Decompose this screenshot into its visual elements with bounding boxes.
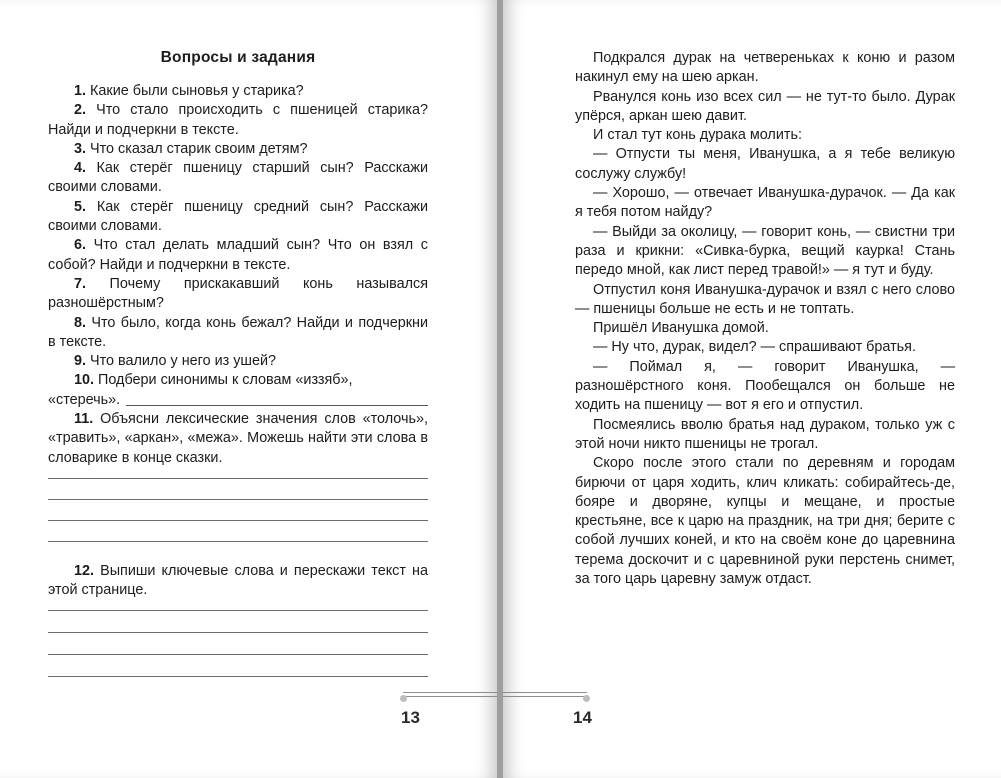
question-text: Почему прискакавший конь назывался разношёрстным? <box>48 275 428 312</box>
question-1 <box>48 82 428 101</box>
ornament-line <box>503 692 587 693</box>
question-number: 8. <box>74 314 87 331</box>
question-text: Выпиши ключевые слова и перескажи текст на этой странице. <box>48 562 428 599</box>
question-text: Как стерёг пшеницу средний сын? Расскажи своими словами. <box>48 198 428 235</box>
question-text: Что сказал старик своим детям? <box>86 140 308 157</box>
question-12 <box>48 562 428 601</box>
question-number: 4. <box>74 160 87 177</box>
question-number: 1. <box>74 83 87 99</box>
paragraph: — Хорошо, — отвечает Иванушка-дурачок. — Да как я тебя потом найду? <box>575 185 955 221</box>
question-number: 12. <box>74 562 95 579</box>
question-number: 11. <box>74 411 94 428</box>
questions-column <box>48 49 428 698</box>
section-heading: Вопросы и задания <box>160 49 316 66</box>
ornament-line <box>403 692 497 693</box>
question-text: Объясни лексические значения слов «толочь», «травить», «аркан», «межа». Можешь найти эти слова в словарике в конце сказки. <box>48 411 428 466</box>
question-text: Что стало происходить с пшеницей старика? Найди и подчеркни в тексте. <box>48 102 428 138</box>
paragraph: И стал тут конь дурака молить: <box>593 127 802 144</box>
question-5 <box>48 198 428 237</box>
left-page <box>0 0 497 778</box>
paragraph: Рванулся конь изо всех сил — не тут-то было. Дурак упёрся, аркан шею давит. <box>575 88 955 124</box>
paragraph: — Ну что, дурак, видел? — спрашивают братья. <box>593 339 916 356</box>
question-10 <box>48 371 428 390</box>
paragraph: — Поймал я, — говорит Иванушка, — разношёрстного коня. Пообещался он больше не ходить на пшеницу — вот я его и отпустил. <box>575 358 955 414</box>
question-number: 7. <box>74 275 87 292</box>
answer-line[interactable] <box>48 610 428 611</box>
answer-line[interactable] <box>48 499 428 500</box>
page-number: 13 <box>401 708 420 727</box>
question-text-continued: «стеречь». <box>48 391 121 408</box>
question-6 <box>48 236 428 275</box>
paragraph: Пришёл Иванушка домой. <box>593 320 769 337</box>
paragraph: — Отпусти ты меня, Иванушка, а я тебе великую сослужу службу! <box>575 146 955 182</box>
answer-line[interactable] <box>126 404 428 406</box>
answer-line[interactable] <box>48 520 428 521</box>
answer-line[interactable] <box>48 541 428 542</box>
page-ornament <box>503 689 587 709</box>
page-number: 14 <box>573 708 592 727</box>
paragraph: — Выйди за околицу, — говорит конь, — свистни три раза и крикни: «Сивка-бурка, вещий каурка! Стань передо мной, как лист перед травой!» — я тут и буду. <box>575 223 955 279</box>
question-text: Что валило у него из ушей? <box>86 353 277 370</box>
answer-line[interactable] <box>48 676 428 677</box>
paragraph: Отпустил коня Иванушка-дурачок и взял с него слово — пшеницы больше не есть и не топтать. <box>575 281 955 317</box>
question-number: 6. <box>74 237 87 254</box>
question-number: 2. <box>74 102 87 119</box>
question-number: 5. <box>74 198 87 215</box>
question-7 <box>48 275 428 314</box>
paragraph: Скоро после этого стали по деревням и городам бирючи от царя ходить, клич кликать: собирайтесь-де, бояре и дворяне, купцы и мещане, и простые крестьяне, все к царю на праздник, на три дня; берите с собой лучших коней, и кто на своём коне до царевнина терема доскочит и с царевниной руки перстень снимет, за того царь царевну замуж отдаст. <box>575 455 955 588</box>
ornament-dot <box>583 695 590 702</box>
ornament-dot <box>400 695 407 702</box>
question-text: Что стал делать младший сын? Что он взял с собой? Найди и подчеркни в тексте. <box>48 237 428 273</box>
question-text: Что было, когда конь бежал? Найди и подчеркни в тексте. <box>48 314 428 350</box>
answer-line[interactable] <box>48 478 428 479</box>
answer-lines-11 <box>48 478 428 542</box>
question-text: Как стерёг пшеницу старший сын? Расскажи своими словами. <box>48 160 428 196</box>
paragraph: Посмеялись вволю братья над дураком, только уж с этой ночи никто пшеницы не трогал. <box>575 416 955 452</box>
question-10-answer-row <box>48 391 428 410</box>
page-ornament <box>403 689 497 709</box>
question-4 <box>48 159 428 198</box>
question-3 <box>48 140 428 159</box>
answer-line[interactable] <box>48 654 428 655</box>
ornament-line <box>403 696 497 697</box>
question-text: Подбери синонимы к словам «иззяб», <box>94 372 353 389</box>
ornament-line <box>503 696 587 697</box>
question-9 <box>48 352 428 371</box>
story-text-column <box>575 49 955 589</box>
answer-line[interactable] <box>48 632 428 633</box>
answer-lines-12 <box>48 610 428 677</box>
question-text: Какие были сыновья у старика? <box>86 83 304 99</box>
question-number: 9. <box>74 353 87 370</box>
question-number: 3. <box>74 140 87 157</box>
question-number: 10. <box>74 372 95 389</box>
question-8 <box>48 314 428 353</box>
question-11 <box>48 410 428 468</box>
paragraph: Подкрался дурак на четвереньках к коню и разом накинул ему на шею аркан. <box>575 50 955 86</box>
question-2 <box>48 101 428 140</box>
